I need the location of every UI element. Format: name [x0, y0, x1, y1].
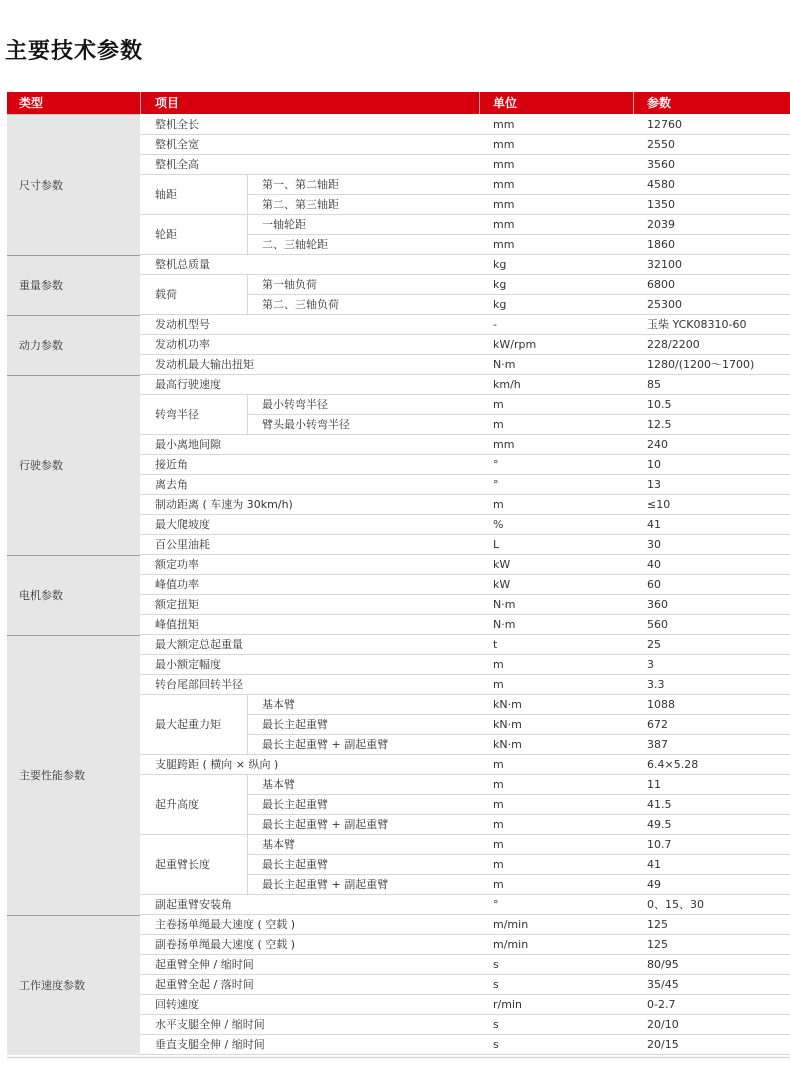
unit-cell: mm	[493, 178, 515, 191]
group-divider	[247, 695, 248, 755]
category-cell	[7, 255, 140, 315]
sub-item-cell: 最长主起重臂	[262, 718, 328, 731]
item-cell: 最大爬坡度	[155, 518, 210, 531]
group-label: 轴距	[155, 188, 177, 201]
param-cell: 80/95	[647, 958, 679, 971]
param-cell: 2550	[647, 138, 675, 151]
header-category: 类型	[19, 96, 44, 110]
group-divider	[247, 395, 248, 435]
param-cell: 0、15、30	[647, 898, 704, 911]
header-item: 项目	[155, 96, 180, 110]
param-cell: 25300	[647, 298, 682, 311]
param-cell: 2039	[647, 218, 675, 231]
param-cell: 20/15	[647, 1038, 679, 1051]
table-row	[140, 795, 790, 815]
item-cell: 接近角	[155, 458, 188, 471]
item-cell: 百公里油耗	[155, 538, 210, 551]
sub-item-cell: 第一轴负荷	[262, 278, 317, 291]
category-label: 主要性能参数	[19, 769, 85, 782]
item-cell: 水平支腿全伸 / 缩时间	[155, 1018, 265, 1031]
unit-cell: °	[493, 898, 499, 911]
unit-cell: m	[493, 658, 504, 671]
table-row	[140, 435, 790, 455]
unit-cell: mm	[493, 238, 515, 251]
table-row	[140, 855, 790, 875]
sub-item-cell: 基本臂	[262, 838, 295, 851]
category-cell	[7, 375, 140, 555]
param-cell: 1350	[647, 198, 675, 211]
table-row	[140, 115, 790, 135]
unit-cell: m	[493, 778, 504, 791]
item-cell: 最大额定总起重量	[155, 638, 243, 651]
category-cell	[7, 555, 140, 635]
param-cell: 41	[647, 858, 661, 871]
category-label: 重量参数	[19, 279, 63, 292]
table-row	[140, 775, 790, 795]
table-row	[140, 875, 790, 895]
param-cell: 60	[647, 578, 661, 591]
unit-cell: kW	[493, 578, 511, 591]
sub-item-cell: 最长主起重臂	[262, 858, 328, 871]
param-cell: 4580	[647, 178, 675, 191]
item-cell: 最高行驶速度	[155, 378, 221, 391]
param-cell: 672	[647, 718, 668, 731]
param-cell: 6800	[647, 278, 675, 291]
param-cell: 30	[647, 538, 661, 551]
table-row	[140, 275, 790, 295]
unit-cell: kg	[493, 278, 507, 291]
category-label: 电机参数	[19, 589, 63, 602]
param-cell: 20/10	[647, 1018, 679, 1031]
category-cell	[7, 115, 140, 255]
group-divider	[247, 175, 248, 215]
item-cell: 最小离地间隙	[155, 438, 221, 451]
sub-item-cell: 第二、三轴负荷	[262, 298, 339, 311]
table-row	[140, 755, 790, 775]
unit-cell: kg	[493, 258, 507, 271]
unit-cell: mm	[493, 218, 515, 231]
param-cell: 40	[647, 558, 661, 571]
table-row	[140, 1035, 790, 1055]
table-row	[140, 315, 790, 335]
param-cell: 1860	[647, 238, 675, 251]
item-cell: 发动机型号	[155, 318, 210, 331]
table-row	[140, 155, 790, 175]
table-row	[140, 815, 790, 835]
category-separator	[7, 915, 140, 916]
sub-item-cell: 第二、第三轴距	[262, 198, 339, 211]
item-cell: 制动距离 ( 车速为 30km/h)	[155, 498, 293, 511]
sub-item-cell: 第一、第二轴距	[262, 178, 339, 191]
table-row	[140, 635, 790, 655]
category-separator	[7, 114, 140, 115]
table-row	[140, 295, 790, 315]
unit-cell: m	[493, 878, 504, 891]
unit-cell: mm	[493, 438, 515, 451]
unit-cell: N·m	[493, 358, 516, 371]
param-cell: 3	[647, 658, 654, 671]
group-label: 起升高度	[155, 798, 199, 811]
unit-cell: km/h	[493, 378, 521, 391]
category-label: 动力参数	[19, 339, 63, 352]
table-row	[140, 555, 790, 575]
unit-cell: N·m	[493, 618, 516, 631]
param-cell: 85	[647, 378, 661, 391]
param-cell: 玉柴 YCK08310-60	[647, 318, 747, 331]
table-row	[140, 455, 790, 475]
item-cell: 支腿跨距 ( 横向 × 纵向 )	[155, 758, 279, 771]
table-row	[140, 135, 790, 155]
sub-item-cell: 基本臂	[262, 778, 295, 791]
table-row	[140, 615, 790, 635]
item-cell: 起重臂全起 / 落时间	[155, 978, 254, 991]
table-row	[140, 835, 790, 855]
page-title: 主要技术参数	[5, 39, 144, 64]
param-cell: 10.7	[647, 838, 672, 851]
param-cell: 6.4×5.28	[647, 758, 699, 771]
unit-cell: kg	[493, 298, 507, 311]
item-cell: 额定扭矩	[155, 598, 199, 611]
unit-cell: s	[493, 1018, 499, 1031]
group-label: 载荷	[155, 288, 177, 301]
unit-cell: s	[493, 978, 499, 991]
table-row	[140, 1015, 790, 1035]
unit-cell: s	[493, 1038, 499, 1051]
unit-cell: kN·m	[493, 698, 522, 711]
unit-cell: r/min	[493, 998, 522, 1011]
param-cell: 0-2.7	[647, 998, 676, 1011]
item-cell: 副起重臂安装角	[155, 898, 232, 911]
item-cell: 额定功率	[155, 558, 199, 571]
category-label: 尺寸参数	[19, 179, 63, 192]
unit-cell: m	[493, 858, 504, 871]
unit-cell: N·m	[493, 598, 516, 611]
table-row	[140, 955, 790, 975]
param-cell: 387	[647, 738, 668, 751]
param-cell: 13	[647, 478, 661, 491]
table-row	[140, 475, 790, 495]
table-row	[140, 415, 790, 435]
unit-cell: m	[493, 498, 504, 511]
unit-cell: kN·m	[493, 738, 522, 751]
table-row	[140, 575, 790, 595]
table-row	[140, 935, 790, 955]
table-row	[140, 515, 790, 535]
header-param: 参数	[647, 96, 672, 110]
category-separator	[7, 635, 140, 636]
param-cell: 10.5	[647, 398, 672, 411]
param-cell: 49	[647, 878, 661, 891]
item-cell: 副卷扬单绳最大速度 ( 空载 )	[155, 938, 296, 951]
param-cell: 11	[647, 778, 661, 791]
item-cell: 整机全长	[155, 118, 199, 131]
item-cell: 回转速度	[155, 998, 199, 1011]
sub-item-cell: 一轴轮距	[262, 218, 306, 231]
table-bottom-line	[7, 1057, 790, 1058]
param-cell: 240	[647, 438, 668, 451]
item-cell: 主卷扬单绳最大速度 ( 空载 )	[155, 918, 296, 931]
sub-item-cell: 最小转弯半径	[262, 398, 328, 411]
category-cell	[7, 315, 140, 375]
unit-cell: mm	[493, 118, 515, 131]
unit-cell: s	[493, 958, 499, 971]
param-cell: 49.5	[647, 818, 672, 831]
param-cell: 35/45	[647, 978, 679, 991]
param-cell: 125	[647, 938, 668, 951]
param-cell: 3560	[647, 158, 675, 171]
table-row	[140, 355, 790, 375]
table-row	[140, 535, 790, 555]
item-cell: 整机全高	[155, 158, 199, 171]
table-row	[140, 255, 790, 275]
category-cell	[7, 635, 140, 915]
unit-cell: mm	[493, 198, 515, 211]
sub-item-cell: 臂头最小转弯半径	[262, 418, 350, 431]
param-cell: 560	[647, 618, 668, 631]
item-cell: 峰值功率	[155, 578, 199, 591]
param-cell: 360	[647, 598, 668, 611]
param-cell: 41.5	[647, 798, 672, 811]
group-divider	[247, 835, 248, 895]
unit-cell: m	[493, 418, 504, 431]
group-label: 最大起重力矩	[155, 718, 221, 731]
param-cell: 125	[647, 918, 668, 931]
group-label: 转弯半径	[155, 408, 199, 421]
item-cell: 发动机最大输出扭矩	[155, 358, 254, 371]
param-cell: 1088	[647, 698, 675, 711]
item-cell: 最小额定幅度	[155, 658, 221, 671]
table-row	[140, 735, 790, 755]
param-cell: 3.3	[647, 678, 665, 691]
unit-cell: kN·m	[493, 718, 522, 731]
group-label: 轮距	[155, 228, 177, 241]
unit-cell: °	[493, 458, 499, 471]
table-row	[140, 235, 790, 255]
unit-cell: -	[493, 318, 497, 331]
unit-cell: m/min	[493, 918, 529, 931]
param-cell: 228/2200	[647, 338, 700, 351]
group-label: 起重臂长度	[155, 858, 210, 871]
category-separator	[7, 555, 140, 556]
table-row	[140, 655, 790, 675]
param-cell: ≤10	[647, 498, 671, 511]
unit-cell: mm	[493, 158, 515, 171]
table-row	[140, 915, 790, 935]
unit-cell: °	[493, 478, 499, 491]
param-cell: 1280/(1200～1700)	[647, 358, 755, 371]
group-divider	[247, 775, 248, 835]
item-cell: 发动机功率	[155, 338, 210, 351]
category-separator	[7, 315, 140, 316]
table-row	[140, 215, 790, 235]
item-cell: 转台尾部回转半径	[155, 678, 243, 691]
param-cell: 32100	[647, 258, 682, 271]
unit-cell: t	[493, 638, 498, 651]
table-header	[7, 92, 790, 114]
param-cell: 10	[647, 458, 661, 471]
param-cell: 12760	[647, 118, 682, 131]
sub-item-cell: 最长主起重臂 + 副起重臂	[262, 818, 389, 831]
table-row	[140, 195, 790, 215]
table-row	[140, 895, 790, 915]
category-separator	[7, 255, 140, 256]
category-label: 行驶参数	[19, 459, 63, 472]
sub-item-cell: 最长主起重臂 + 副起重臂	[262, 878, 389, 891]
unit-cell: m	[493, 398, 504, 411]
param-cell: 25	[647, 638, 661, 651]
table-row	[140, 595, 790, 615]
item-cell: 垂直支腿全伸 / 缩时间	[155, 1038, 265, 1051]
table-row	[140, 695, 790, 715]
table-row	[140, 175, 790, 195]
category-cell	[7, 915, 140, 1055]
unit-cell: %	[493, 518, 504, 531]
table-row	[140, 995, 790, 1015]
table-row	[140, 715, 790, 735]
table-row	[140, 495, 790, 515]
unit-cell: m	[493, 758, 504, 771]
item-cell: 整机全宽	[155, 138, 199, 151]
unit-cell: kW/rpm	[493, 338, 537, 351]
table-row	[140, 375, 790, 395]
item-cell: 离去角	[155, 478, 188, 491]
group-divider	[247, 215, 248, 255]
header-unit: 单位	[493, 96, 518, 110]
table-row	[140, 675, 790, 695]
unit-cell: kW	[493, 558, 511, 571]
unit-cell: m	[493, 838, 504, 851]
unit-cell: mm	[493, 138, 515, 151]
item-cell: 整机总质量	[155, 258, 210, 271]
sub-item-cell: 最长主起重臂	[262, 798, 328, 811]
unit-cell: m	[493, 678, 504, 691]
sub-item-cell: 最长主起重臂 + 副起重臂	[262, 738, 389, 751]
item-cell: 起重臂全伸 / 缩时间	[155, 958, 254, 971]
unit-cell: m	[493, 818, 504, 831]
table-row	[140, 395, 790, 415]
sub-item-cell: 二、三轴轮距	[262, 238, 328, 251]
table-row	[140, 335, 790, 355]
param-cell: 41	[647, 518, 661, 531]
group-divider	[247, 275, 248, 315]
category-separator	[7, 375, 140, 376]
category-label: 工作速度参数	[19, 979, 85, 992]
unit-cell: m/min	[493, 938, 529, 951]
sub-item-cell: 基本臂	[262, 698, 295, 711]
unit-cell: L	[493, 538, 500, 551]
unit-cell: m	[493, 798, 504, 811]
table-row	[140, 975, 790, 995]
param-cell: 12.5	[647, 418, 672, 431]
item-cell: 峰值扭矩	[155, 618, 199, 631]
